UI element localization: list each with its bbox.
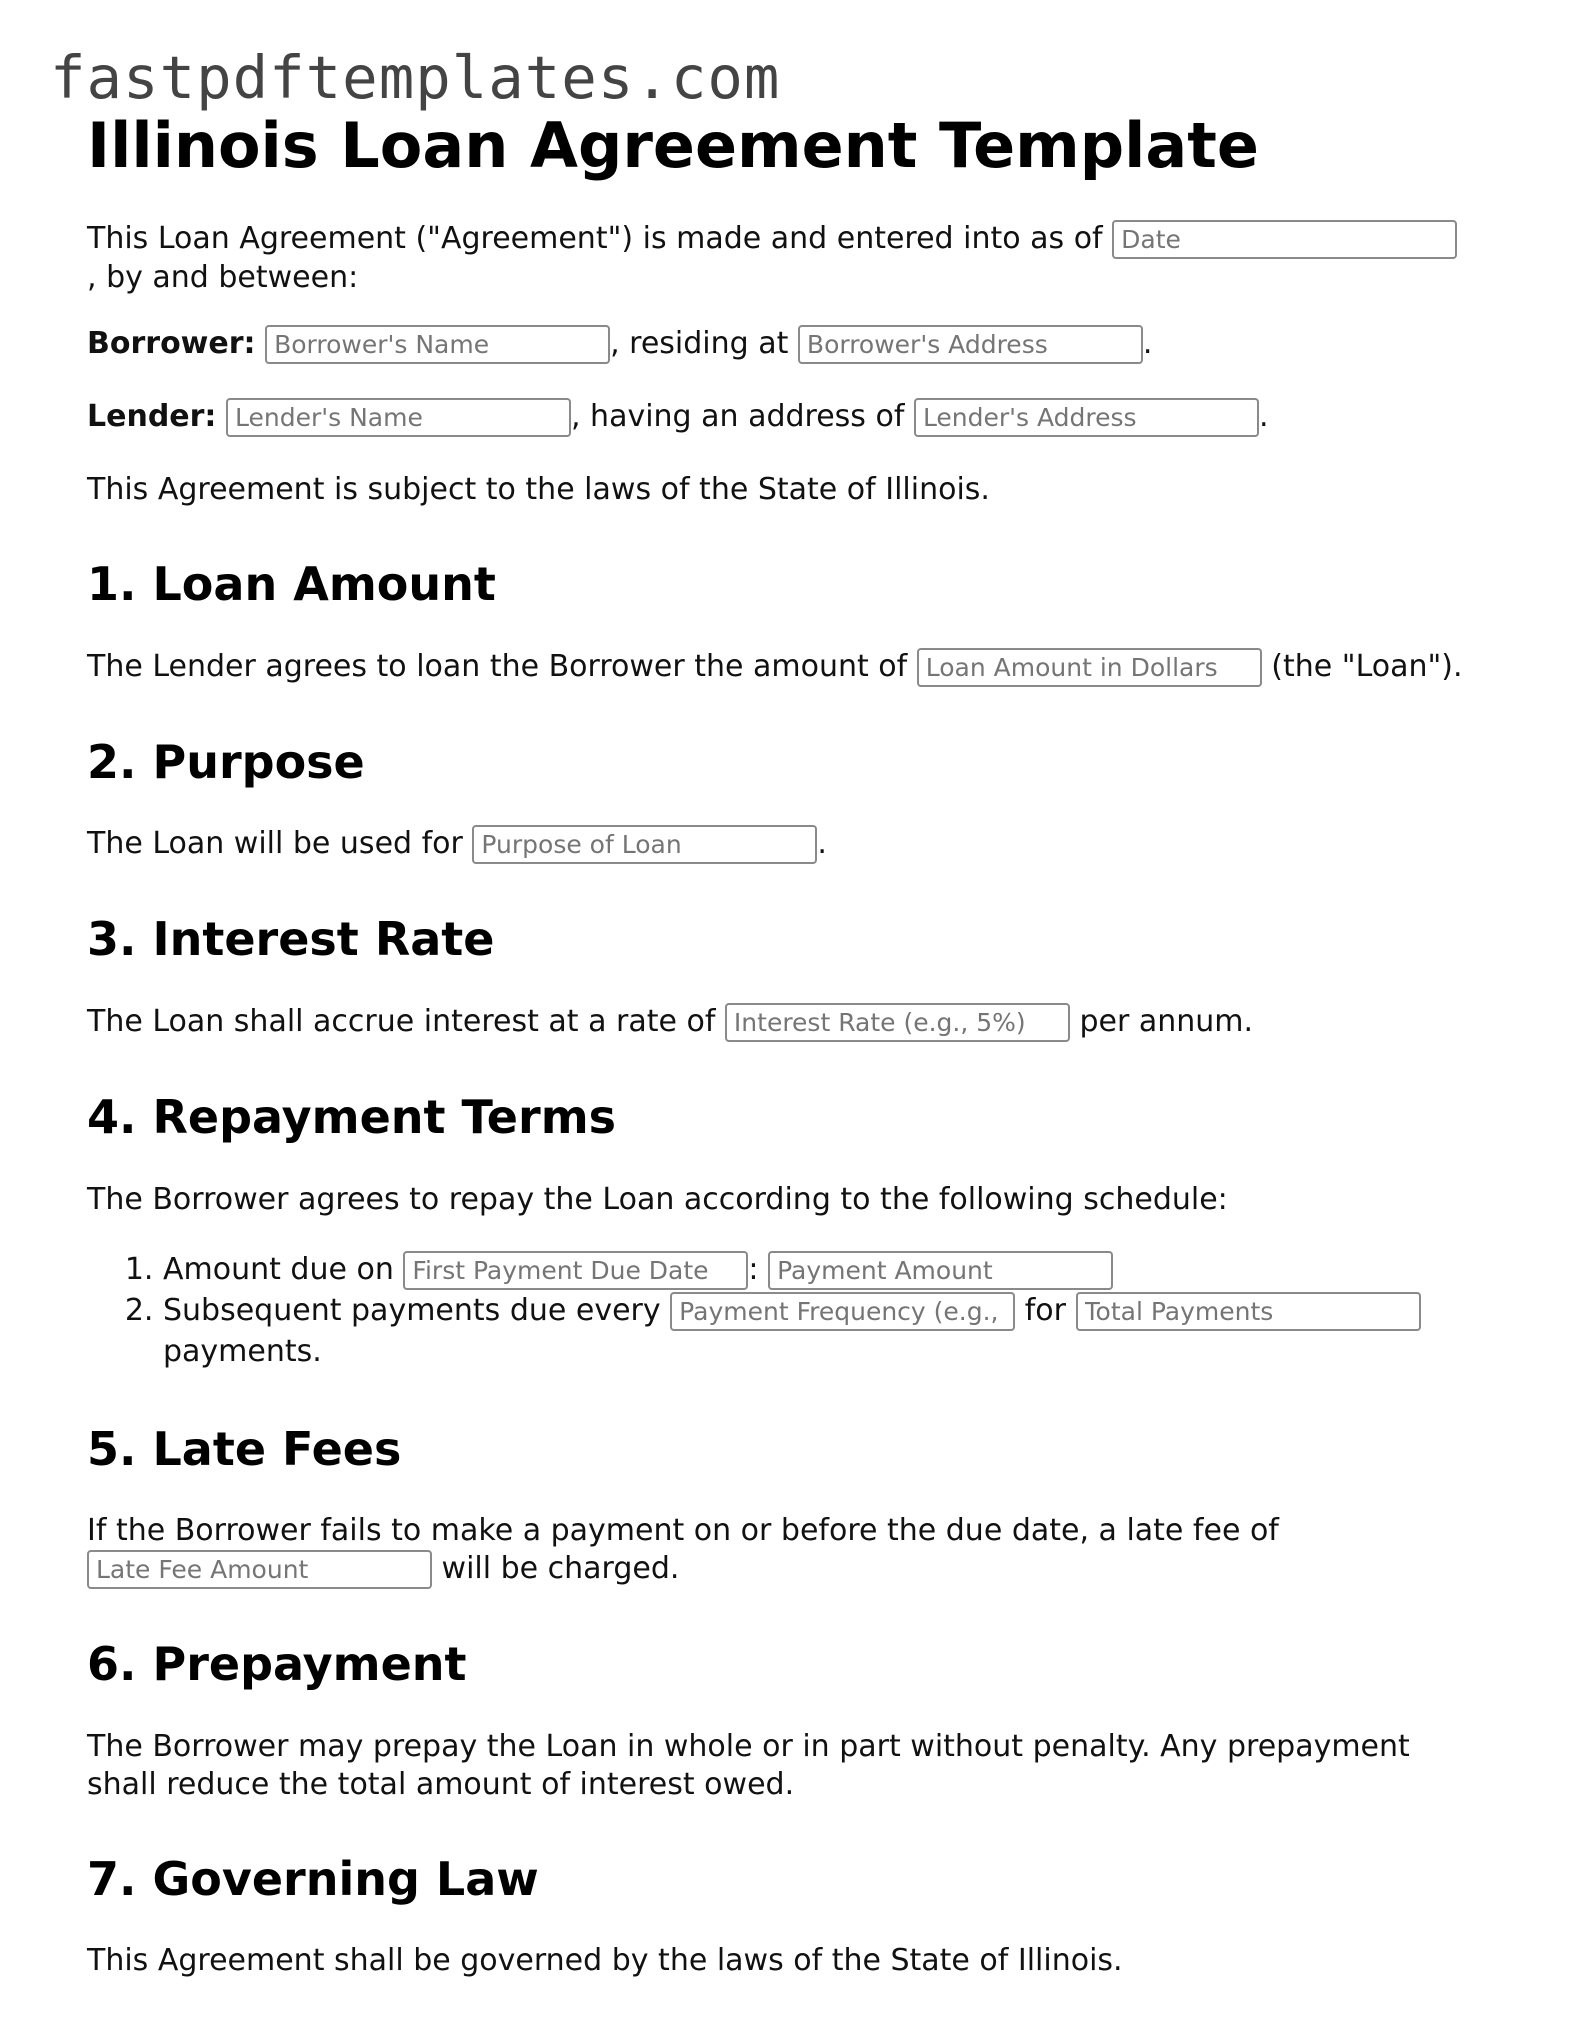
governing-law-paragraph: This Agreement shall be governed by the laws of the State of Illinois. [87, 1943, 1123, 1979]
section-heading-loan-amount: 1. Loan Amount [87, 557, 496, 612]
loan-amount-paragraph [87, 648, 1487, 687]
lender-address-input[interactable] [914, 398, 1259, 437]
borrower-line [87, 325, 1487, 364]
purpose-input[interactable] [472, 825, 817, 864]
borrower-label: Borrower: [87, 326, 256, 362]
section-heading-repayment: 4. Repayment Terms [87, 1089, 616, 1144]
section-heading-governing-law: 7. Governing Law [87, 1851, 539, 1906]
section-heading-purpose: 2. Purpose [87, 734, 365, 789]
loan-amount-text: The Lender agrees to loan the Borrower the amount of [87, 648, 908, 684]
late-fee-input[interactable] [87, 1550, 432, 1589]
interest-text: The Loan shall accrue interest at a rate of [87, 1003, 716, 1039]
late-fees-paragraph [87, 1512, 1487, 1589]
total-payments-input[interactable] [1076, 1292, 1421, 1331]
date-input[interactable] [1112, 220, 1457, 259]
document-page [87, 109, 1487, 2030]
late-fees-text-after: will be charged. [441, 1551, 680, 1587]
repayment-item-subsequent [163, 1290, 1487, 1372]
borrower-name-input[interactable] [265, 325, 610, 364]
payment-amount-input[interactable] [768, 1251, 1113, 1290]
lender-mid-text: , having an address of [570, 399, 905, 435]
intro-text: This Loan Agreement ("Agreement") is made and entered into as of [87, 221, 1103, 257]
repayment-item-first [163, 1249, 1487, 1290]
lender-name-input[interactable] [226, 398, 571, 437]
repayment-item2-after: payments. [163, 1333, 322, 1369]
repayment-list [87, 1249, 1487, 1372]
intro-text-after: , by and between: [87, 260, 359, 296]
lender-line [87, 398, 1487, 437]
intro-paragraph [87, 220, 1487, 297]
repayment-paragraph: The Borrower agrees to repay the Loan according to the following schedule: [87, 1181, 1228, 1217]
repayment-item2-for: for [1024, 1292, 1066, 1328]
purpose-text-after: . [817, 826, 827, 862]
interest-text-after: per annum. [1079, 1003, 1254, 1039]
loan-amount-text-after: (the "Loan"). [1271, 648, 1463, 684]
lender-label: Lender: [87, 399, 217, 435]
late-fees-text: If the Borrower fails to make a payment on or before the due date, a late fee of [87, 1513, 1279, 1549]
document-title: Illinois Loan Agreement Template [87, 109, 1259, 182]
loan-amount-input[interactable] [917, 648, 1262, 687]
payment-frequency-input[interactable] [670, 1292, 1015, 1331]
repayment-item1-text: Amount due on [163, 1251, 394, 1287]
repayment-item2-text: Subsequent payments due every [163, 1292, 661, 1328]
prepayment-paragraph: The Borrower may prepay the Loan in whole or in part without penalty. Any prepayment shall reduce the total amount of interest owed. [87, 1728, 1410, 1802]
subject-paragraph: This Agreement is subject to the laws of the State of Illinois. [87, 472, 990, 508]
section-heading-prepayment: 6. Prepayment [87, 1637, 467, 1692]
interest-paragraph [87, 1003, 1487, 1042]
section-heading-late-fees: 5. Late Fees [87, 1421, 402, 1476]
interest-rate-input[interactable] [725, 1003, 1070, 1042]
purpose-paragraph [87, 825, 1487, 864]
section-heading-interest-rate: 3. Interest Rate [87, 912, 495, 967]
repayment-item1-colon: : [748, 1251, 759, 1287]
purpose-text: The Loan will be used for [87, 826, 463, 862]
watermark-logo: fastpdftemplates.com [50, 43, 781, 112]
borrower-end: . [1142, 326, 1153, 362]
borrower-mid-text: , residing at [610, 326, 789, 362]
borrower-address-input[interactable] [798, 325, 1143, 364]
lender-end: . [1258, 399, 1269, 435]
first-payment-date-input[interactable] [403, 1251, 748, 1290]
